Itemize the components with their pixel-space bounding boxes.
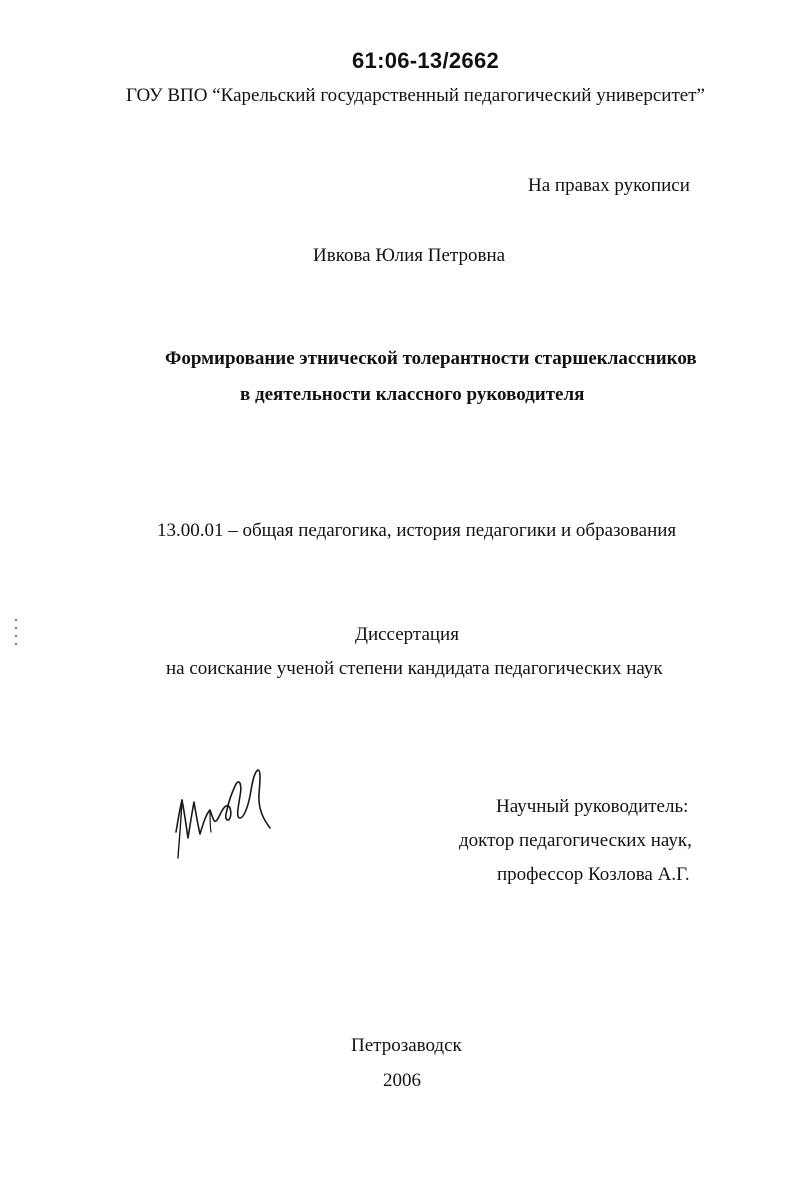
- institution-name: ГОУ ВПО “Карельский государственный педагогический университет”: [126, 85, 705, 106]
- specialty: 13.00.01 – общая педагогика, история педагогики и образования: [157, 520, 677, 541]
- manuscript-note: На правах рукописи: [528, 175, 690, 196]
- document-type: Диссертация: [355, 624, 459, 645]
- supervisor-degree: доктор педагогических наук,: [459, 830, 692, 851]
- title-line-1: Формирование этнической толерантности старшеклассников: [165, 348, 697, 369]
- year: 2006: [383, 1070, 421, 1091]
- degree-sought: на соискание ученой степени кандидата педагогических наук: [166, 658, 663, 679]
- author-name: Ивкова Юлия Петровна: [313, 245, 506, 266]
- supervisor-name: профессор Козлова А.Г.: [497, 864, 690, 885]
- city: Петрозаводск: [351, 1035, 462, 1056]
- margin-marks: [15, 619, 18, 649]
- supervisor-label: Научный руководитель:: [496, 796, 689, 817]
- title-line-2: в деятельности классного руководителя: [240, 384, 585, 405]
- archive-code: 61:06-13/2662: [352, 48, 500, 73]
- signature-image: [170, 762, 280, 862]
